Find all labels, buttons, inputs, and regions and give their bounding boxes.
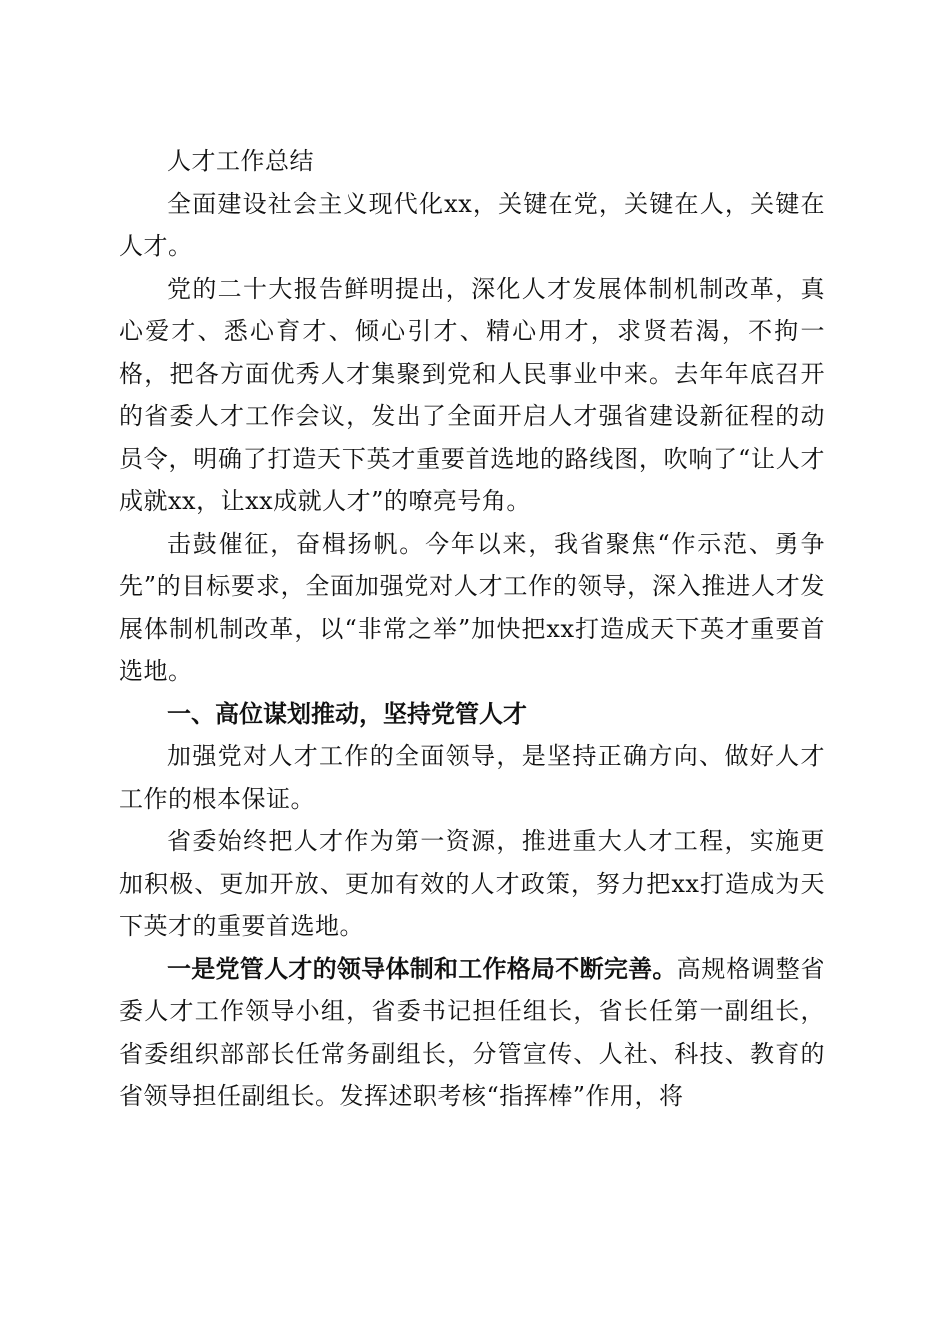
section-heading-1: 一、高位谋划推动，坚持党管人才 <box>167 699 527 728</box>
paragraph-point-1 <box>119 948 825 1118</box>
paragraph-report: 党的二十大报告鲜明提出，深化人才发展体制机制改革，真心爱才、悉心育才、倾心引才、精心用才，求贤若渴，不拘一格，把各方面优秀人才集聚到党和人民事业中来。去年年底召开的省委人才工作会议，发出了全面开启人才强省建设新征程的动员令，明确了打造天下英才重要首选地的路线图，吹响了“让人才成就xx，让xx成就人才”的嘹亮号角。 <box>119 274 825 515</box>
paragraph-intro: 全面建设社会主义现代化xx，关键在党，关键在人，关键在人才。 <box>119 189 825 260</box>
paragraph-goal: 击鼓催征，奋楫扬帆。今年以来，我省聚焦“作示范、勇争先”的目标要求，全面加强党对人才工作的领导，深入推进人才发展体制机制改革，以“非常之举”加快把xx打造成天下英才重要首选地。 <box>119 529 825 685</box>
paragraph-provincial-committee: 省委始终把人才作为第一资源，推进重大人才工程，实施更加积极、更加开放、更加有效的人才政策，努力把xx打造成为天下英才的重要首选地。 <box>119 827 825 940</box>
document-body <box>119 140 825 1118</box>
point-1-text: 高规格调整省委人才工作领导小组，省委书记担任组长，省长任第一副组长，省委组织部部长任常务副组长，分管宣传、人社、科技、教育的省领导担任副组长。发挥述职考核“指挥棒”作用，将 <box>119 954 826 1110</box>
point-1-lead: 一是党管人才的领导体制和工作格局不断完善。 <box>167 954 677 983</box>
paragraph-leadership: 加强党对人才工作的全面领导，是坚持正确方向、做好人才工作的根本保证。 <box>119 742 825 813</box>
document-title: 人才工作总结 <box>167 147 314 175</box>
